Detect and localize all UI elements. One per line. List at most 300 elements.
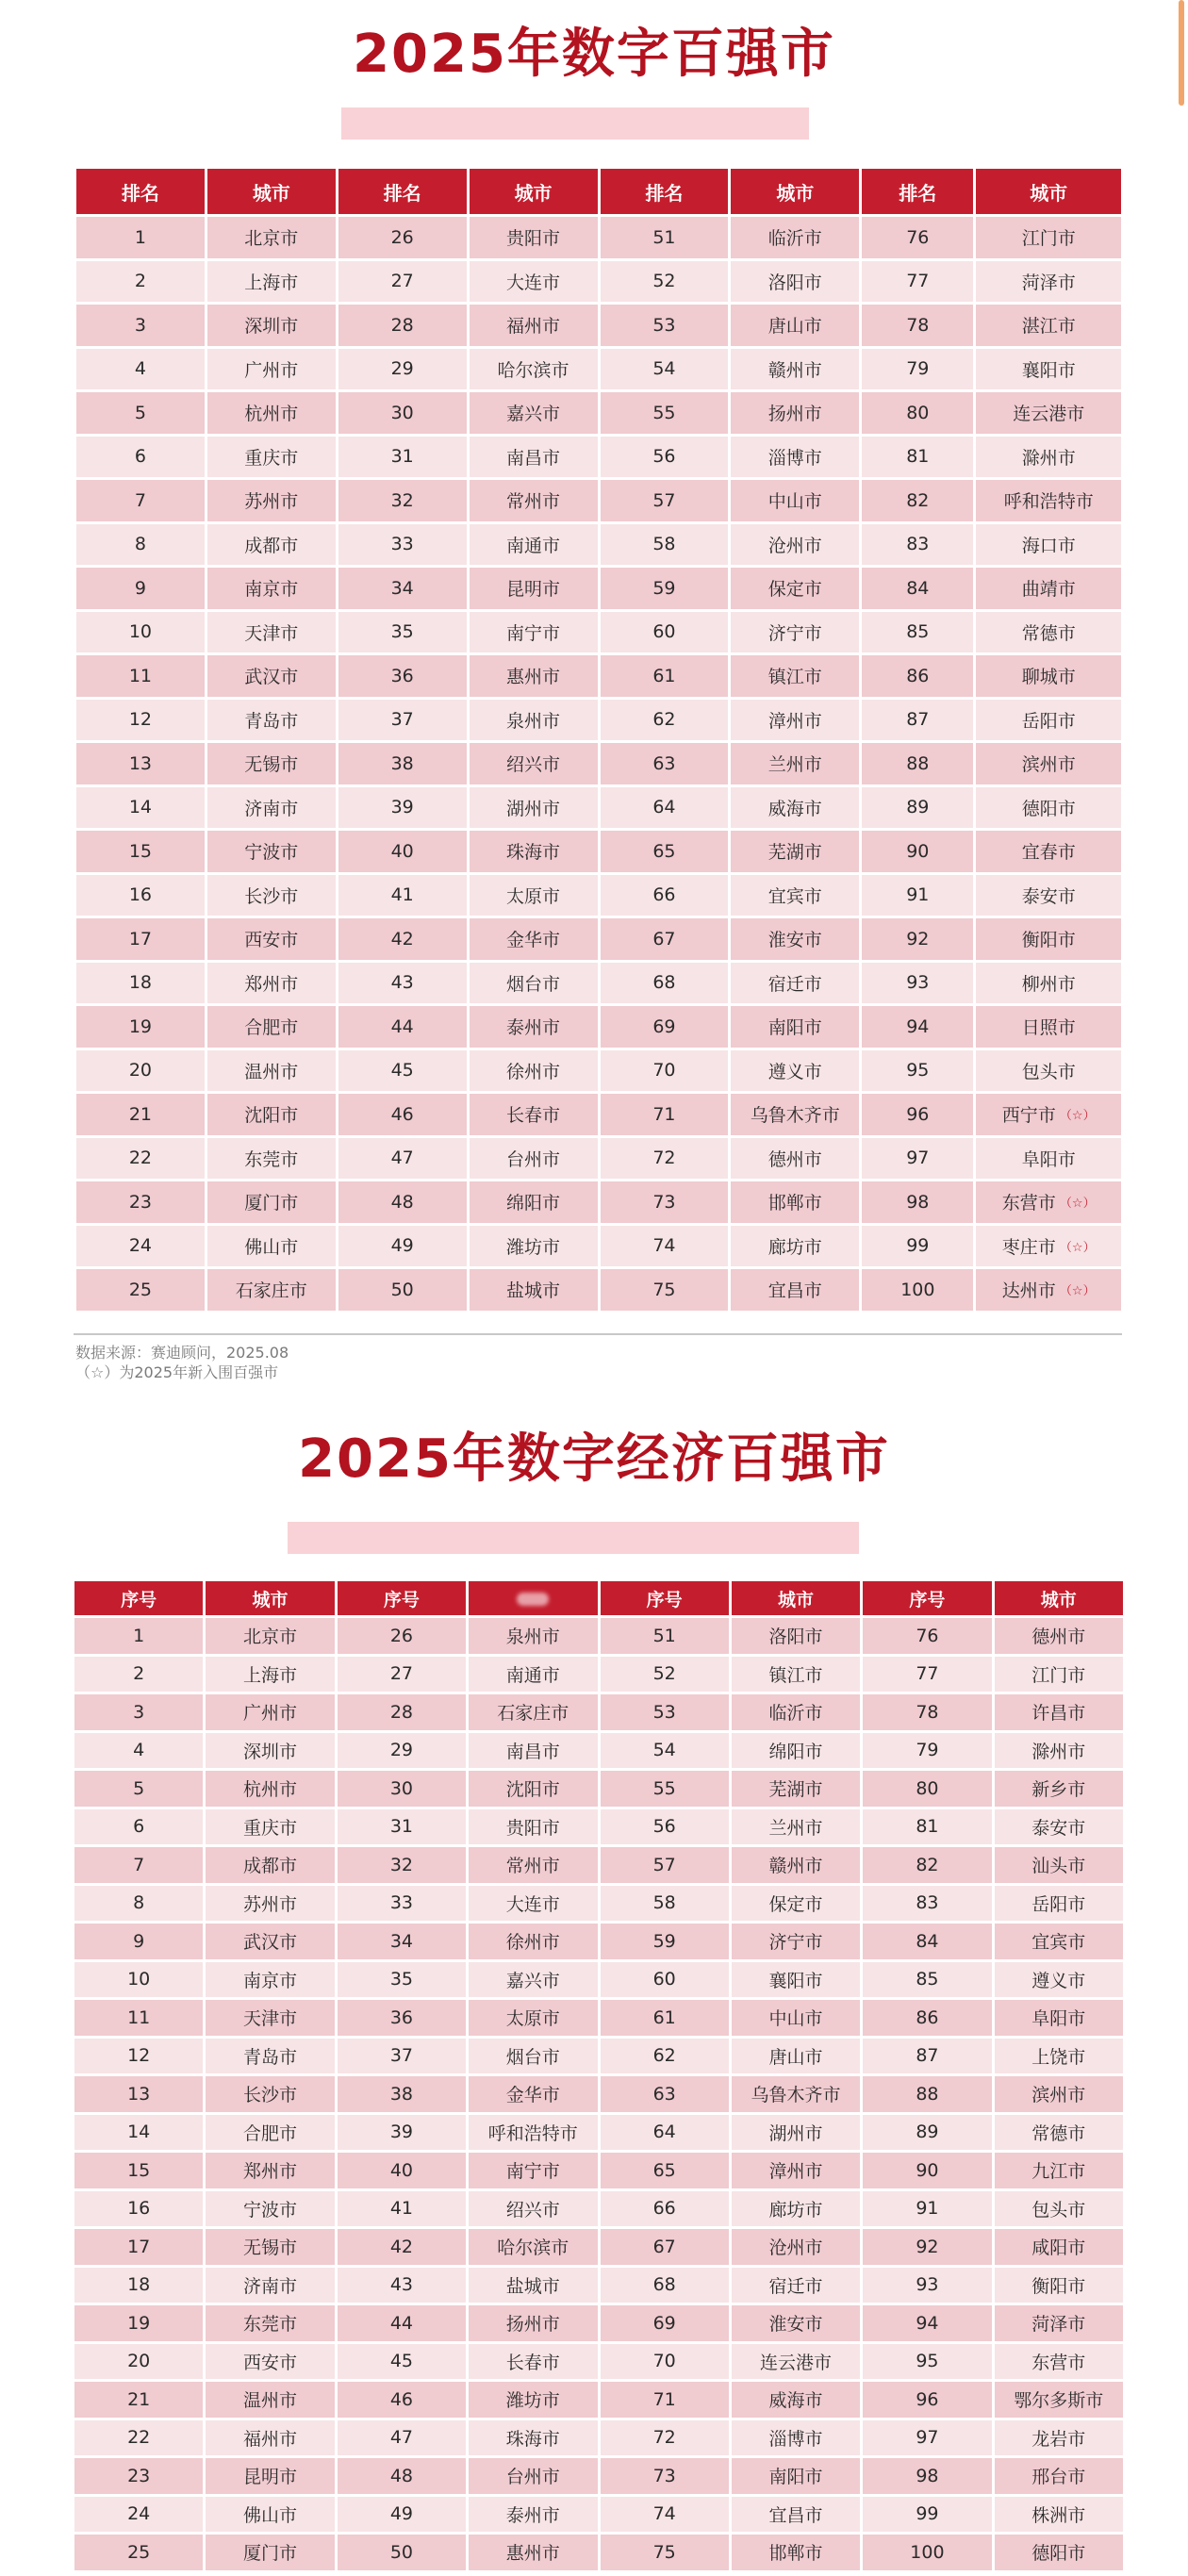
rank-value: 35 [390, 621, 414, 643]
rank-value: 48 [389, 2465, 414, 2486]
city-cell [470, 217, 598, 258]
city-cell [207, 568, 336, 609]
rank-value: 23 [128, 1191, 153, 1213]
city-cell [731, 524, 859, 566]
city-cell [469, 2153, 597, 2188]
rank-value: 67 [652, 2236, 676, 2257]
city-name: 中山市 [768, 2008, 823, 2030]
city-cell [976, 700, 1121, 741]
rank-value: 51 [652, 1625, 676, 1646]
city-name: 杭州市 [243, 1779, 298, 1801]
city-cell [976, 1006, 1121, 1048]
city-cell [206, 2191, 334, 2227]
city-name: 上海市 [243, 1664, 298, 1686]
city-name: 淄博市 [767, 447, 822, 469]
rank-cell [338, 349, 467, 390]
city-column-header: 城市 [206, 1581, 334, 1615]
city-cell [469, 2039, 597, 2074]
table-row [76, 1006, 1121, 1048]
rank-value: 59 [652, 577, 676, 599]
city-name: 扬州市 [767, 404, 822, 425]
rank-value: 43 [389, 2274, 414, 2296]
rank-value: 82 [906, 489, 930, 511]
table-row [74, 2039, 1123, 2074]
city-cell [976, 305, 1121, 346]
rank-cell [76, 1006, 205, 1048]
city-name: 北京市 [244, 228, 299, 250]
rank-value: 65 [652, 840, 676, 862]
city-name: 宿迁市 [767, 973, 822, 995]
city-name: 苏州市 [244, 491, 299, 513]
city-cell [207, 787, 336, 829]
city-cell [470, 261, 598, 303]
new-entry-legend: （☆）为2025年新入围百强市 [75, 1363, 279, 1381]
city-cell [469, 2229, 597, 2265]
rank-value: 34 [390, 577, 414, 599]
city-name: 烟台市 [505, 2046, 560, 2068]
rank-cell [601, 2458, 729, 2494]
rank-value: 10 [127, 1969, 151, 1990]
city-cell [995, 2268, 1123, 2304]
city-cell [207, 918, 336, 960]
city-name: 温州市 [243, 2390, 298, 2412]
rank-value: 61 [652, 2006, 676, 2028]
rank-cell [601, 349, 729, 390]
rank-value: 94 [916, 2312, 939, 2334]
rank-cell [338, 1733, 466, 1769]
city-name: 南昌市 [505, 1741, 560, 1762]
rank-value: 75 [652, 2541, 676, 2563]
new-entry-star-icon: （☆） [1055, 1197, 1096, 1212]
rank-value: 96 [906, 1103, 930, 1125]
rank-cell [338, 1226, 467, 1267]
rank-value: 55 [652, 1777, 676, 1799]
city-name: 嘉兴市 [505, 1970, 560, 1991]
rank-value: 71 [652, 1103, 676, 1125]
rank-cell [601, 2191, 729, 2227]
city-cell [732, 2420, 860, 2456]
rank-cell [74, 2458, 203, 2494]
city-name: 贵阳市 [506, 228, 561, 250]
city-cell [206, 1694, 334, 1730]
city-cell [206, 2000, 334, 2036]
city-cell [207, 743, 336, 784]
city-cell [731, 349, 859, 390]
city-name: 乌鲁木齐市 [751, 2085, 841, 2106]
rank-cell [76, 568, 205, 609]
rank-value: 23 [127, 2465, 151, 2486]
table-row [74, 1618, 1123, 1654]
city-name: 枣庄市 [1001, 1236, 1056, 1258]
city-name: 常德市 [1021, 622, 1076, 644]
table-row [74, 1847, 1123, 1883]
rank-cell [863, 1733, 991, 1769]
city-name: 绍兴市 [505, 2199, 560, 2221]
city-name: 台州市 [506, 1148, 561, 1170]
rank-cell [76, 261, 205, 303]
rank-value: 9 [133, 1930, 145, 1952]
city-cell [995, 2153, 1123, 2188]
city-name: 苏州市 [243, 1893, 298, 1915]
city-name: 哈尔滨市 [497, 2237, 569, 2259]
rank-cell [338, 655, 467, 697]
city-name: 东莞市 [244, 1148, 299, 1170]
city-cell [469, 2382, 597, 2418]
city-name: 曲靖市 [1021, 579, 1076, 601]
rank-cell [74, 1809, 203, 1845]
city-cell [207, 480, 336, 521]
rank-cell [74, 2268, 203, 2304]
table-row [76, 480, 1121, 521]
rank-value: 12 [127, 2045, 151, 2067]
city-cell [995, 2076, 1123, 2112]
page-title-digital-economy-top100: 2025年数字经济百强市 [298, 1428, 890, 1490]
city-column-header: 城市 [207, 169, 336, 214]
rank-cell [601, 655, 729, 697]
city-cell [206, 2382, 334, 2418]
rank-cell [601, 261, 729, 303]
table-row [76, 787, 1121, 829]
city-cell [976, 743, 1121, 784]
city-name: 石家庄市 [497, 1703, 569, 1725]
new-entry-star-icon: （☆） [1055, 1284, 1096, 1299]
rank-column-header: 序号 [601, 1581, 729, 1615]
rank-cell [338, 2229, 466, 2265]
city-name: 贵阳市 [505, 1817, 560, 1839]
city-name: 达州市 [1001, 1280, 1056, 1302]
rank-value: 72 [652, 1148, 676, 1169]
rank-value: 86 [906, 665, 930, 686]
city-name: 岳阳市 [1021, 710, 1076, 732]
rank-value: 42 [390, 928, 414, 949]
city-name: 赣州市 [767, 359, 822, 381]
rank-cell [76, 612, 205, 653]
table-row [74, 2305, 1123, 2341]
city-cell [207, 305, 336, 346]
city-cell [207, 1181, 336, 1223]
rank-cell [601, 305, 729, 346]
table-row [74, 2420, 1123, 2456]
city-cell [732, 2535, 860, 2570]
rank-value: 21 [127, 2388, 151, 2410]
city-name: 包头市 [1031, 2199, 1086, 2221]
city-name: 沧州市 [767, 535, 822, 556]
city-name: 滨州市 [1031, 2085, 1086, 2106]
city-name: 杭州市 [244, 404, 299, 425]
city-cell [469, 2000, 597, 2036]
rank-cell [862, 612, 973, 653]
rank-cell [74, 1886, 203, 1922]
city-name: 龙岩市 [1031, 2428, 1086, 2450]
rank-cell [74, 2382, 203, 2418]
rank-value: 77 [906, 271, 930, 292]
rank-cell [74, 2229, 203, 2265]
rank-value: 46 [390, 1103, 414, 1125]
rank-value: 20 [128, 1060, 153, 1082]
rank-value: 69 [652, 2312, 676, 2334]
rank-value: 68 [652, 2274, 676, 2296]
city-name: 宜宾市 [767, 885, 822, 907]
city-cell [995, 2344, 1123, 2380]
rank-value: 4 [133, 1740, 145, 1761]
rank-value: 40 [390, 840, 414, 862]
rank-value: 93 [916, 2274, 939, 2296]
city-name: 温州市 [244, 1061, 299, 1082]
rank-cell [338, 1962, 466, 1998]
rank-cell [863, 1809, 991, 1845]
rank-value: 54 [652, 358, 676, 380]
table-row [76, 963, 1121, 1004]
rank-cell [338, 1657, 466, 1693]
rank-value: 75 [652, 1279, 676, 1300]
city-cell [207, 437, 336, 478]
rank-cell [862, 831, 973, 872]
rank-cell [338, 568, 467, 609]
rank-cell [76, 305, 205, 346]
city-cell [206, 2344, 334, 2380]
rank-value: 80 [906, 402, 930, 423]
city-name: 沧州市 [768, 2237, 823, 2259]
city-name: 泰安市 [1021, 885, 1076, 907]
rank-cell [862, 1269, 973, 1311]
city-name: 重庆市 [244, 447, 299, 469]
rank-value: 54 [652, 1740, 676, 1761]
city-name: 太原市 [506, 885, 561, 907]
rank-value: 84 [906, 577, 930, 599]
city-cell [995, 2229, 1123, 2265]
rank-value: 12 [128, 709, 153, 731]
rank-value: 76 [906, 226, 930, 248]
rank-value: 37 [389, 2045, 414, 2067]
rank-cell [601, 1006, 729, 1048]
city-name: 西安市 [243, 2352, 298, 2373]
city-cell [732, 2458, 860, 2494]
city-cell [976, 437, 1121, 478]
rank-column-header: 排名 [76, 169, 205, 214]
city-name: 合肥市 [244, 1017, 299, 1039]
rank-cell [601, 1181, 729, 1223]
rank-cell [338, 787, 467, 829]
city-cell [731, 612, 859, 653]
city-name: 淄博市 [768, 2428, 823, 2450]
city-cell [207, 612, 336, 653]
city-name: 东营市 [1031, 2352, 1086, 2373]
rank-cell [862, 437, 973, 478]
city-name: 唐山市 [768, 2046, 823, 2068]
city-name: 成都市 [243, 1856, 298, 1877]
city-cell [995, 2039, 1123, 2074]
data-source-line: 数据来源：赛迪顾问，2025.08 [75, 1344, 289, 1362]
rank-cell [338, 2344, 466, 2380]
rank-cell [863, 1771, 991, 1807]
rank-value: 42 [389, 2236, 414, 2257]
city-cell [469, 2497, 597, 2533]
city-cell [995, 1847, 1123, 1883]
city-name: 泉州市 [505, 1627, 560, 1648]
rank-cell [601, 2305, 729, 2341]
city-cell [995, 1771, 1123, 1807]
city-name: 泉州市 [506, 710, 561, 732]
city-cell [206, 2497, 334, 2533]
city-cell [976, 612, 1121, 653]
city-name: 鄂尔多斯市 [1014, 2390, 1104, 2412]
rank-value: 57 [652, 1854, 676, 1875]
city-name: 济南市 [243, 2275, 298, 2297]
rank-value: 30 [389, 1777, 414, 1799]
rank-value: 60 [652, 1969, 676, 1990]
city-name: 珠海市 [505, 2428, 560, 2450]
rank-column-header: 序号 [338, 1581, 466, 1615]
rank-value: 34 [389, 1930, 414, 1952]
city-cell [207, 1050, 336, 1092]
rank-cell [601, 524, 729, 566]
city-name: 潍坊市 [506, 1236, 561, 1258]
rank-cell [74, 2000, 203, 2036]
city-name: 洛阳市 [767, 272, 822, 293]
rank-value: 73 [652, 1191, 676, 1213]
rank-cell [862, 392, 973, 434]
table-header-row [74, 1581, 1123, 1615]
city-name: 北京市 [243, 1627, 298, 1648]
rank-cell [338, 1886, 466, 1922]
city-name: 广州市 [243, 1703, 298, 1725]
rank-cell [601, 2420, 729, 2456]
city-name: 天津市 [244, 622, 299, 644]
rank-cell [862, 1094, 973, 1135]
city-name: 德州市 [767, 1148, 822, 1170]
rank-cell [338, 305, 467, 346]
rank-value: 2 [134, 271, 146, 292]
rank-cell [601, 2039, 729, 2074]
city-name: 西宁市 [1001, 1105, 1056, 1127]
city-name: 佛山市 [244, 1236, 299, 1258]
rank-value: 18 [127, 2274, 151, 2296]
city-cell [731, 831, 859, 872]
city-name: 西安市 [244, 930, 299, 951]
rank-cell [862, 261, 973, 303]
rank-value: 81 [916, 1816, 939, 1838]
rank-cell [863, 2115, 991, 2151]
rank-value: 14 [128, 797, 153, 818]
rank-value: 6 [134, 446, 146, 468]
city-cell [976, 831, 1121, 872]
city-name: 呼和浩特市 [1003, 491, 1094, 513]
city-cell [732, 1924, 860, 1959]
city-cell [206, 1657, 334, 1693]
rank-value: 28 [390, 314, 414, 336]
city-cell [731, 480, 859, 521]
city-cell [976, 918, 1121, 960]
city-cell [976, 524, 1121, 566]
city-name: 芜湖市 [768, 1779, 823, 1801]
city-name: 衡阳市 [1021, 930, 1076, 951]
city-name: 镇江市 [768, 1664, 823, 1686]
city-name: 上饶市 [1031, 2046, 1086, 2068]
rank-value: 26 [390, 226, 414, 248]
rank-value: 9 [134, 577, 146, 599]
rank-cell [338, 2115, 466, 2151]
city-name: 滨州市 [1021, 754, 1076, 776]
city-name: 遵义市 [1031, 1970, 1086, 1991]
city-cell [731, 963, 859, 1004]
rank-cell [863, 1924, 991, 1959]
city-name: 南宁市 [506, 622, 561, 644]
rank-value: 41 [390, 884, 414, 906]
rank-column-header: 排名 [601, 169, 729, 214]
city-name: 柳州市 [1021, 973, 1076, 995]
city-name: 昆明市 [506, 579, 561, 601]
city-name: 重庆市 [243, 1817, 298, 1839]
table-row [74, 1771, 1123, 1807]
rank-cell [338, 1181, 467, 1223]
rank-value: 66 [652, 884, 676, 906]
city-name: 唐山市 [767, 316, 822, 338]
city-cell [976, 1269, 1121, 1311]
rank-cell [76, 1050, 205, 1092]
rank-cell [338, 1771, 466, 1807]
city-name: 徐州市 [506, 1061, 561, 1082]
city-cell [976, 392, 1121, 434]
city-name: 青岛市 [243, 2046, 298, 2068]
rank-cell [74, 2420, 203, 2456]
rank-cell [863, 2420, 991, 2456]
rank-cell [862, 918, 973, 960]
rank-cell [76, 392, 205, 434]
city-cell [995, 2535, 1123, 2570]
city-name: 东莞市 [243, 2314, 298, 2336]
city-cell [469, 1809, 597, 1845]
city-name: 菏泽市 [1031, 2314, 1086, 2336]
rank-value: 59 [652, 1930, 676, 1952]
city-cell [207, 1269, 336, 1311]
rank-cell [601, 612, 729, 653]
rank-cell [863, 2191, 991, 2227]
city-cell [995, 1886, 1123, 1922]
rank-cell [601, 2115, 729, 2151]
rank-value: 85 [906, 621, 930, 643]
city-cell [470, 655, 598, 697]
table-row [76, 305, 1121, 346]
rank-cell [338, 2305, 466, 2341]
table-row [76, 524, 1121, 566]
title-underline-band [341, 107, 809, 140]
city-name: 南昌市 [506, 447, 561, 469]
city-name: 绵阳市 [768, 1741, 823, 1762]
city-name: 济宁市 [768, 1932, 823, 1954]
city-cell [206, 2268, 334, 2304]
rank-value: 19 [127, 2312, 151, 2334]
new-entry-star-icon: （☆） [1055, 1109, 1096, 1124]
city-name: 湖州市 [506, 798, 561, 819]
rank-cell [74, 1657, 203, 1693]
table-row [76, 918, 1121, 960]
city-cell [469, 2535, 597, 2570]
rank-value: 35 [389, 1969, 414, 1990]
table-row [74, 1924, 1123, 1959]
city-name: 福州市 [506, 316, 561, 338]
rank-cell [338, 480, 467, 521]
rank-value: 26 [389, 1625, 414, 1646]
rank-value: 58 [652, 1892, 676, 1914]
rank-cell [338, 2497, 466, 2533]
rank-cell [863, 2076, 991, 2112]
city-cell [469, 2076, 597, 2112]
rank-cell [601, 437, 729, 478]
city-name: 保定市 [768, 1893, 823, 1915]
city-column-header: 城市 [732, 1581, 860, 1615]
rank-value: 44 [390, 1016, 414, 1037]
city-cell [976, 1094, 1121, 1135]
